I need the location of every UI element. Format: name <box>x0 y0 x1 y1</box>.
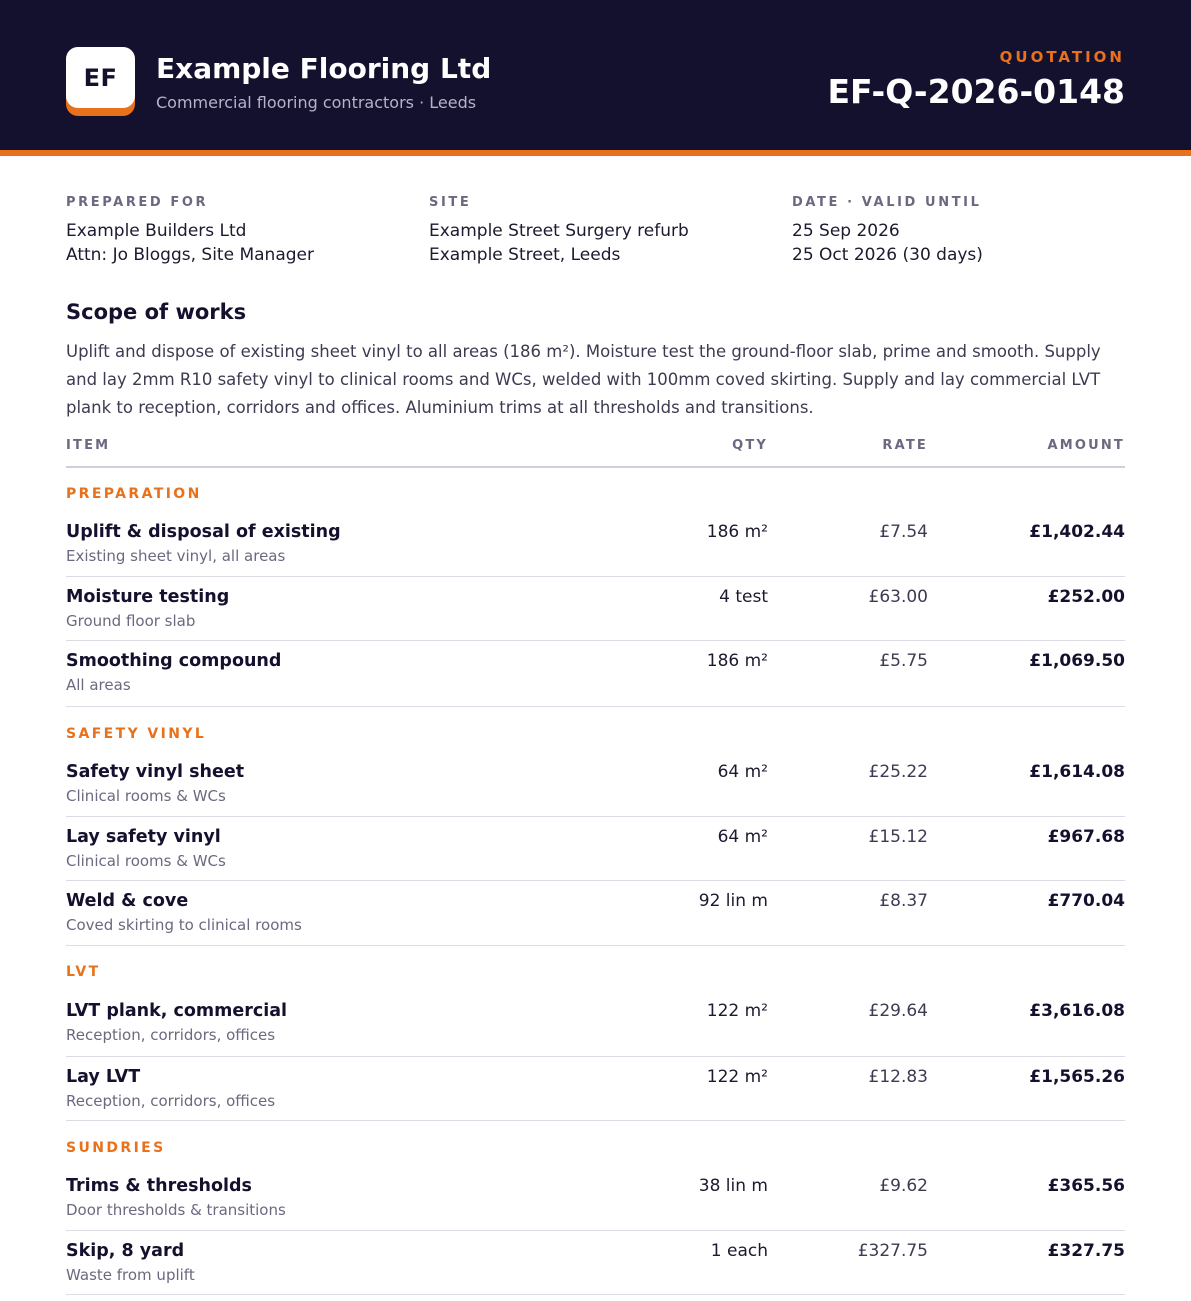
client-contact: Attn: Jo Bloggs, Site Manager <box>66 245 314 265</box>
row-divider <box>66 816 1125 817</box>
item-amount: £770.04 <box>1047 891 1125 911</box>
item-qty: 1 each <box>710 1241 768 1261</box>
item-amount: £967.68 <box>1047 827 1125 847</box>
item-amount: £3,616.08 <box>1029 1001 1125 1021</box>
item-title: Safety vinyl sheet <box>66 762 245 782</box>
item-description: Coved skirting to clinical rooms <box>66 916 302 934</box>
row-divider <box>66 1294 1125 1295</box>
row-divider <box>66 1056 1125 1057</box>
row-divider <box>66 640 1125 641</box>
item-qty: 4 test <box>719 587 768 607</box>
item-qty: 38 lin m <box>698 1176 768 1196</box>
row-divider <box>66 1120 1125 1121</box>
column-header-rate: RATE <box>882 438 928 453</box>
item-rate: £12.83 <box>868 1067 928 1087</box>
item-description: Reception, corridors, offices <box>66 1092 276 1110</box>
item-qty: 64 m² <box>717 827 768 847</box>
row-divider <box>66 706 1125 707</box>
item-description: Ground floor slab <box>66 612 196 630</box>
item-amount: £1,614.08 <box>1029 762 1125 782</box>
document-kind: QUOTATION <box>999 48 1125 66</box>
header-accent-bar <box>0 150 1191 156</box>
item-title: Lay safety vinyl <box>66 827 221 847</box>
item-description: Existing sheet vinyl, all areas <box>66 547 286 565</box>
item-description: Reception, corridors, offices <box>66 1026 276 1044</box>
client-name: Example Builders Ltd <box>66 221 247 241</box>
item-qty: 92 lin m <box>698 891 768 911</box>
item-title: Uplift & disposal of existing <box>66 522 341 542</box>
dates-block <box>792 195 1132 264</box>
company-tagline: Commercial flooring contractors · Leeds <box>156 93 477 112</box>
item-qty: 122 m² <box>706 1067 768 1087</box>
company-logo <box>66 47 135 116</box>
item-rate: £9.62 <box>879 1176 928 1196</box>
column-header-qty: QTY <box>732 438 768 453</box>
line-item <box>66 587 1125 647</box>
item-title: Lay LVT <box>66 1067 141 1087</box>
item-title: LVT plank, commercial <box>66 1001 288 1021</box>
item-qty: 122 m² <box>706 1001 768 1021</box>
item-amount: £365.56 <box>1047 1176 1125 1196</box>
item-title: Moisture testing <box>66 587 230 607</box>
dates-label: DATE · VALID UNTIL <box>792 195 982 210</box>
row-divider <box>66 576 1125 577</box>
item-amount: £327.75 <box>1047 1241 1125 1261</box>
item-qty: 186 m² <box>706 651 768 671</box>
section-label-sundries: SUNDRIES <box>66 1140 166 1156</box>
scope-title: Scope of works <box>66 300 247 324</box>
line-item <box>66 1001 1125 1061</box>
item-rate: £7.54 <box>879 522 928 542</box>
line-item <box>66 522 1125 582</box>
item-description: Waste from uplift <box>66 1266 195 1284</box>
line-item <box>66 891 1125 951</box>
valid-until-date: 25 Oct 2026 (30 days) <box>792 245 983 265</box>
line-item <box>66 827 1125 887</box>
line-item <box>66 651 1125 711</box>
column-header-item: ITEM <box>66 438 111 453</box>
row-divider <box>66 880 1125 881</box>
section-label-safety-vinyl: SAFETY VINYL <box>66 726 207 742</box>
item-amount: £252.00 <box>1047 587 1125 607</box>
item-amount: £1,402.44 <box>1029 522 1125 542</box>
company-name: Example Flooring Ltd <box>156 52 492 85</box>
item-qty: 186 m² <box>706 522 768 542</box>
item-description: Clinical rooms & WCs <box>66 852 226 870</box>
line-item <box>66 1241 1125 1301</box>
row-divider <box>66 945 1125 946</box>
table-header-rule <box>66 466 1125 468</box>
section-label-lvt: LVT <box>66 964 101 980</box>
item-title: Skip, 8 yard <box>66 1241 185 1261</box>
logo-initials: EF <box>66 47 135 108</box>
row-divider <box>66 1230 1125 1231</box>
item-amount: £1,069.50 <box>1029 651 1125 671</box>
item-description: Door thresholds & transitions <box>66 1201 286 1219</box>
scope-description: Uplift and dispose of existing sheet vinyl to all areas (186 m²). Moisture test the ground-floor slab, prime and smooth. Supply and lay 2mm R10 safety vinyl to clinical rooms and WCs, welded with 100mm coved skirting. Supply and lay commercial LVT plank to reception, corridors and offices. Aluminium trims at all thresholds and transitions. <box>66 342 1101 417</box>
line-item <box>66 1067 1125 1127</box>
prepared-for-label: PREPARED FOR <box>66 195 209 210</box>
quote-number: EF-Q-2026-0148 <box>827 72 1125 111</box>
line-item <box>66 762 1125 822</box>
item-description: Clinical rooms & WCs <box>66 787 226 805</box>
item-rate: £29.64 <box>868 1001 928 1021</box>
item-description: All areas <box>66 676 131 694</box>
site-address: Example Street, Leeds <box>429 245 621 265</box>
item-title: Trims & thresholds <box>66 1176 252 1196</box>
item-rate: £8.37 <box>879 891 928 911</box>
item-rate: £15.12 <box>868 827 928 847</box>
section-label-preparation: PREPARATION <box>66 486 202 502</box>
item-rate: £327.75 <box>857 1241 928 1261</box>
site-name: Example Street Surgery refurb <box>429 221 689 241</box>
item-rate: £25.22 <box>868 762 928 782</box>
item-title: Weld & cove <box>66 891 189 911</box>
line-item <box>66 1176 1125 1236</box>
quote-date: 25 Sep 2026 <box>792 221 900 241</box>
quote-header <box>0 0 1191 150</box>
item-rate: £5.75 <box>879 651 928 671</box>
item-qty: 64 m² <box>717 762 768 782</box>
column-header-amount: AMOUNT <box>1047 438 1125 453</box>
item-amount: £1,565.26 <box>1029 1067 1125 1087</box>
item-rate: £63.00 <box>868 587 928 607</box>
prepared-for-block <box>66 195 406 264</box>
item-title: Smoothing compound <box>66 651 282 671</box>
site-block <box>429 195 769 264</box>
site-label: SITE <box>429 195 472 210</box>
